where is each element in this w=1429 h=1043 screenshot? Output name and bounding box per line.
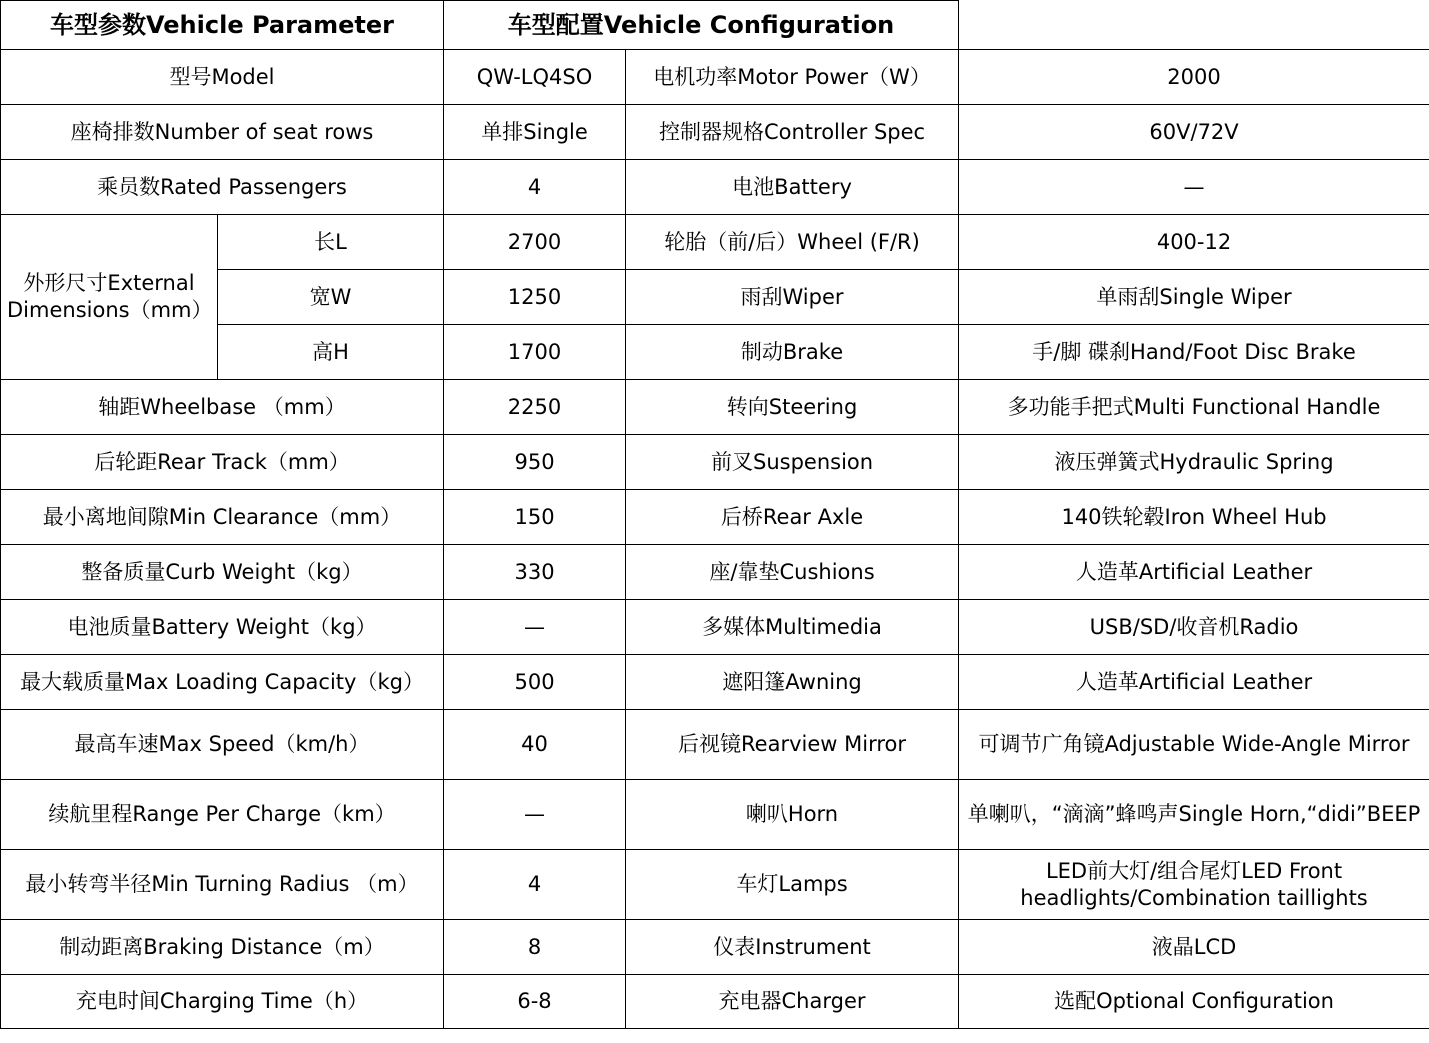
table-row	[1, 850, 1429, 920]
param-label: 乘员数Rated Passengers	[1, 160, 444, 215]
table-row	[1, 975, 1429, 1029]
table-row	[1, 600, 1429, 655]
config-label: 仪表Instrument	[626, 920, 959, 975]
config-label: 电池Battery	[626, 160, 959, 215]
config-value: 140铁轮毂Iron Wheel Hub	[959, 490, 1429, 545]
table-row	[1, 545, 1429, 600]
table-row	[1, 435, 1429, 490]
config-label: 后视镜Rearview Mirror	[626, 710, 959, 780]
config-value: 人造革Artificial Leather	[959, 655, 1429, 710]
param-value: 330	[444, 545, 626, 600]
param-value: 150	[444, 490, 626, 545]
table-row	[1, 380, 1429, 435]
config-label: 制动Brake	[626, 325, 959, 380]
param-label: 最小离地间隙Min Clearance（mm）	[1, 490, 444, 545]
config-value: 液晶LCD	[959, 920, 1429, 975]
config-value: 液压弹簧式Hydraulic Spring	[959, 435, 1429, 490]
config-value: 60V/72V	[959, 105, 1429, 160]
config-label: 电机功率Motor Power（W）	[626, 50, 959, 105]
config-value: 多功能手把式Multi Functional Handle	[959, 380, 1429, 435]
param-value: 8	[444, 920, 626, 975]
param-value: 40	[444, 710, 626, 780]
table-header-row	[1, 1, 1429, 50]
table-row	[1, 490, 1429, 545]
config-value: 选配Optional Configuration	[959, 975, 1429, 1029]
param-value: 4	[444, 850, 626, 920]
config-label: 控制器规格Controller Spec	[626, 105, 959, 160]
param-label: 最大载质量Max Loading Capacity（kg）	[1, 655, 444, 710]
config-value: 单雨刮Single Wiper	[959, 270, 1429, 325]
config-label: 喇叭Horn	[626, 780, 959, 850]
config-value: USB/SD/收音机Radio	[959, 600, 1429, 655]
param-value: 4	[444, 160, 626, 215]
table-row	[1, 50, 1429, 105]
config-value: —	[959, 160, 1429, 215]
param-value: 1250	[444, 270, 626, 325]
config-value: 手/脚 碟刹Hand/Foot Disc Brake	[959, 325, 1429, 380]
config-label: 转向Steering	[626, 380, 959, 435]
table-row	[1, 710, 1429, 780]
config-label: 座/靠垫Cushions	[626, 545, 959, 600]
param-label: 充电时间Charging Time（h）	[1, 975, 444, 1029]
dimensions-group-label: 外形尺寸External Dimensions（mm）	[1, 215, 218, 380]
config-value: 2000	[959, 50, 1429, 105]
config-value: 400-12	[959, 215, 1429, 270]
param-label: 电池质量Battery Weight（kg）	[1, 600, 444, 655]
param-label: 宽W	[218, 270, 444, 325]
param-label: 整备质量Curb Weight（kg）	[1, 545, 444, 600]
config-label: 车灯Lamps	[626, 850, 959, 920]
table-row	[1, 105, 1429, 160]
param-label: 座椅排数Number of seat rows	[1, 105, 444, 160]
param-label: 最小转弯半径Min Turning Radius （m）	[1, 850, 444, 920]
param-label: 长L	[218, 215, 444, 270]
table-row	[1, 160, 1429, 215]
config-label: 充电器Charger	[626, 975, 959, 1029]
param-value: —	[444, 780, 626, 850]
param-value: 950	[444, 435, 626, 490]
param-value: 2700	[444, 215, 626, 270]
table-row	[1, 780, 1429, 850]
config-label: 雨刮Wiper	[626, 270, 959, 325]
config-label: 前叉Suspension	[626, 435, 959, 490]
config-value: 人造革Artificial Leather	[959, 545, 1429, 600]
param-value: 6-8	[444, 975, 626, 1029]
param-value: QW-LQ4SO	[444, 50, 626, 105]
param-value: 1700	[444, 325, 626, 380]
config-value: 可调节广角镜Adjustable Wide-Angle Mirror	[959, 710, 1429, 780]
table-row	[1, 655, 1429, 710]
param-label: 后轮距Rear Track（mm）	[1, 435, 444, 490]
param-label: 续航里程Range Per Charge（km）	[1, 780, 444, 850]
param-label: 高H	[218, 325, 444, 380]
param-label: 轴距Wheelbase （mm）	[1, 380, 444, 435]
param-label: 最高车速Max Speed（km/h）	[1, 710, 444, 780]
header-vehicle-parameter: 车型参数Vehicle Parameter	[1, 1, 444, 50]
config-label: 轮胎（前/后）Wheel (F/R)	[626, 215, 959, 270]
param-value: —	[444, 600, 626, 655]
param-value: 500	[444, 655, 626, 710]
param-value: 单排Single	[444, 105, 626, 160]
config-label: 遮阳篷Awning	[626, 655, 959, 710]
config-value: 单喇叭，“滴滴”蜂鸣声Single Horn,“didi”BEEP	[959, 780, 1429, 850]
table-row	[1, 215, 1429, 270]
header-vehicle-configuration: 车型配置Vehicle Configuration	[444, 1, 959, 50]
param-label: 型号Model	[1, 50, 444, 105]
param-value: 2250	[444, 380, 626, 435]
config-label: 多媒体Multimedia	[626, 600, 959, 655]
config-label: 后桥Rear Axle	[626, 490, 959, 545]
config-value: LED前大灯/组合尾灯LED Front headlights/Combination taillights	[959, 850, 1429, 920]
param-label: 制动距离Braking Distance（m）	[1, 920, 444, 975]
table-row	[1, 920, 1429, 975]
